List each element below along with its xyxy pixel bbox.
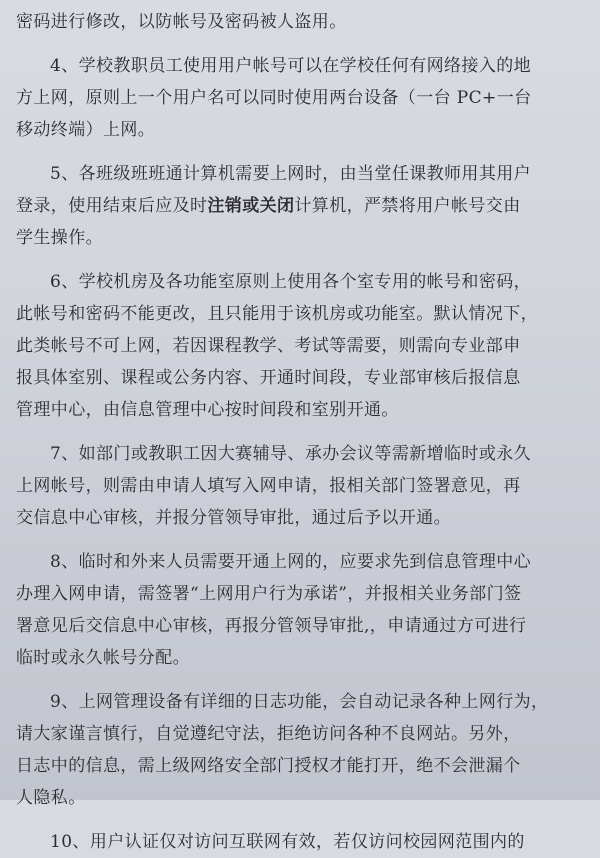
paragraph-5-line-1: 5、各班级班班通计算机需要上网时，由当堂任课教师用其用户: [50, 164, 532, 184]
paragraph-5-line-2-end: 计算机，严禁将用户帐号交由: [294, 196, 521, 216]
paragraph-9-line-4: 人隐私。: [16, 788, 86, 808]
paragraph-6-line-2: 此帐号和密码不能更改，且只能用于该机房或功能室。默认情况下，: [16, 304, 538, 324]
paragraph-3-tail-line: 密码进行修改，以防帐号及密码被人盗用。: [16, 12, 347, 32]
paragraph-7-line-3: 交信息中心审核，并报分管领导审批，通过后予以开通。: [16, 508, 451, 528]
paragraph-5-line-3: 学生操作。: [16, 228, 103, 248]
paragraph-9-line-3: 日志中的信息，需上级网络安全部门授权才能打开，绝不会泄漏个: [16, 756, 521, 776]
paragraph-9-line-1: 9、上网管理设备有详细的日志功能，会自动记录各种上网行为，: [50, 692, 549, 712]
paragraph-7-line-1: 7、如部门或教职工因大赛辅导、承办会议等需新增临时或永久: [50, 444, 532, 464]
paragraph-4-line-2: 方上网，原则上一个用户名可以同时使用两台设备（一台 PC+一台: [16, 88, 532, 108]
paragraph-8-line-2: 办理入网申请，需签署“上网用户行为承诺”，并报相关业务部门签: [16, 584, 522, 604]
paragraph-9-line-2: 请大家谨言慎行，自觉遵纪守法，拒绝访问各种不良网站。另外，: [16, 724, 521, 744]
paragraph-4-line-1: 4、学校教职员工使用用户帐号可以在学校任何有网络接入的地: [50, 56, 532, 76]
paragraph-8-line-4: 临时或永久帐号分配。: [16, 648, 190, 668]
paragraph-5-line-2: [16, 190, 584, 222]
paragraph-8-line-1: 8、临时和外来人员需要开通上网的，应要求先到信息管理中心: [50, 552, 532, 572]
paragraph-6-line-4: 报具体室别、课程或公务内容、开通时间段，专业部审核后报信息: [16, 368, 521, 388]
paragraph-8-line-3: 署意见后交信息中心审核，再报分管领导审批,，申请通过方可进行: [16, 616, 527, 636]
paragraph-4-line-3: 移动终端）上网。: [16, 120, 156, 140]
paragraph-6-line-3: 此类帐号不可上网，若因课程教学、考试等需要，则需向专业部申: [16, 336, 521, 356]
paragraph-6-line-1: 6、学校机房及各功能室原则上使用各个室专用的帐号和密码，: [50, 272, 532, 292]
paragraph-7-line-2: 上网帐号，则需由申请人填写入网申请，报相关部门签署意见，再: [16, 476, 521, 496]
paragraph-10-line-1: 10、用户认证仅对访问互联网有效，若仅访问校园网范围内的: [50, 832, 525, 852]
paragraph-5-line-2-start: 登录，使用结束后应及时: [16, 196, 208, 216]
paragraph-6-line-5: 管理中心，由信息管理中心按时间段和室别开通。: [16, 400, 399, 420]
emphasis-text: 注销或关闭: [207, 196, 295, 216]
